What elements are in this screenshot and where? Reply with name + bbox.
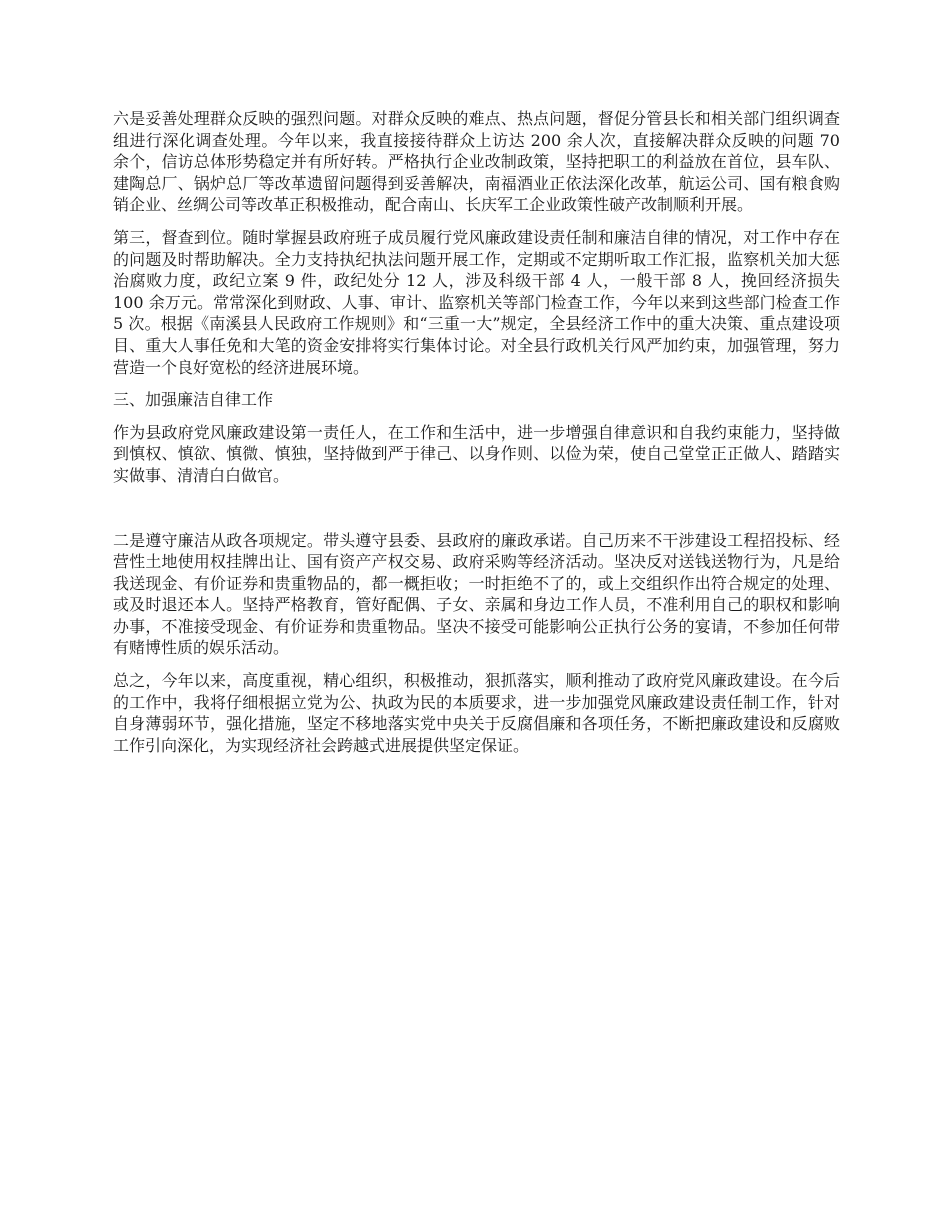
section-heading-self-discipline: 三、加强廉洁自律工作 [113,390,274,410]
paragraph-supervision: 第三，督查到位。随时掌握县政府班子成员履行党风廉政建设责任制和廉洁自律的情况，对工作中存在的问题及时帮助解决。全力支持执纪执法问题开展工作，定期或不定期听取工作汇报，监察机关加大惩治腐败力度，政纪立案 9 件，政纪处分 12 人，涉及科级干部 4 人，一般干部 8 人，挽回经济损失 100 余万元。常常深化到财政、人事、审计、监察机关等部门检查工作，今年以来到这些部门检查工作 5 次。根据《南溪县人民政府工作规则》和“三重一大”规定，全县经济工作中的重大决策、重点建设项目、重大人事任免和大笔的资金安排将实行集体讨论。对全县行政机关行风严加约束，加强管理，努力营造一个良好宽松的经济进展环境。 [113,227,840,377]
paragraph-handling-public-concerns: 六是妥善处理群众反映的强烈问题。对群众反映的难点、热点问题，督促分管县长和相关部门组织调查组进行深化调查处理。今年以来，我直接接待群众上访达 200 余人次，直接解决群众反映的问题 70 余个，信访总体形势稳定并有所好转。严格执行企业改制政策，坚持把职工的利益放在首位，县车队、建陶总厂、锅炉总厂等改革遗留问题得到妥善解决，南福酒业正依法深化改革，航运公司、国有粮食购销企业、丝绸公司等改革正积极推动，配合南山、长庆军工企业政策性破产改制顺利开展。 [113,109,840,215]
paragraph-integrity-rules: 二是遵守廉洁从政各项规定。带头遵守县委、县政府的廉政承诺。自己历来不干涉建设工程招投标、经营性土地使用权挂牌出让、国有资产产权交易、政府采购等经济活动。坚决反对送钱送物行为，凡是给我送现金、有价证券和贵重物品的，都一概拒收；一时拒绝不了的，或上交组织作出符合规定的处理、或及时退还本人。坚持严格教育，管好配偶、子女、亲属和身边工作人员，不准利用自己的职权和影响办事，不准接受现金、有价证券和贵重物品。坚决不接受可能影响公正执行公务的宴请，不参加任何带有赌博性质的娱乐活动。 [113,530,840,658]
document-page [113,108,840,767]
paragraph-conclusion: 总之，今年以来，高度重视，精心组织，积极推动，狠抓落实，顺利推动了政府党风廉政建设。在今后的工作中，我将仔细根据立党为公、执政为民的本质要求，进一步加强党风廉政建设责任制工作，针对自身薄弱环节，强化措施，坚定不移地落实党中央关于反腐倡廉和各项任务，不断把廉政建设和反腐败工作引向深化，为实现经济社会跨越式进展提供坚定保证。 [113,671,840,755]
blank-gap [113,498,840,530]
paragraph-first-responsible-person: 作为县政府党风廉政建设第一责任人，在工作和生活中，进一步增强自律意识和自我约束能力，坚持做到慎权、慎欲、慎微、慎独，坚持做到严于律己、以身作则、以俭为荣，使自己堂堂正正做人、踏踏实实做事、清清白白做官。 [113,422,840,485]
